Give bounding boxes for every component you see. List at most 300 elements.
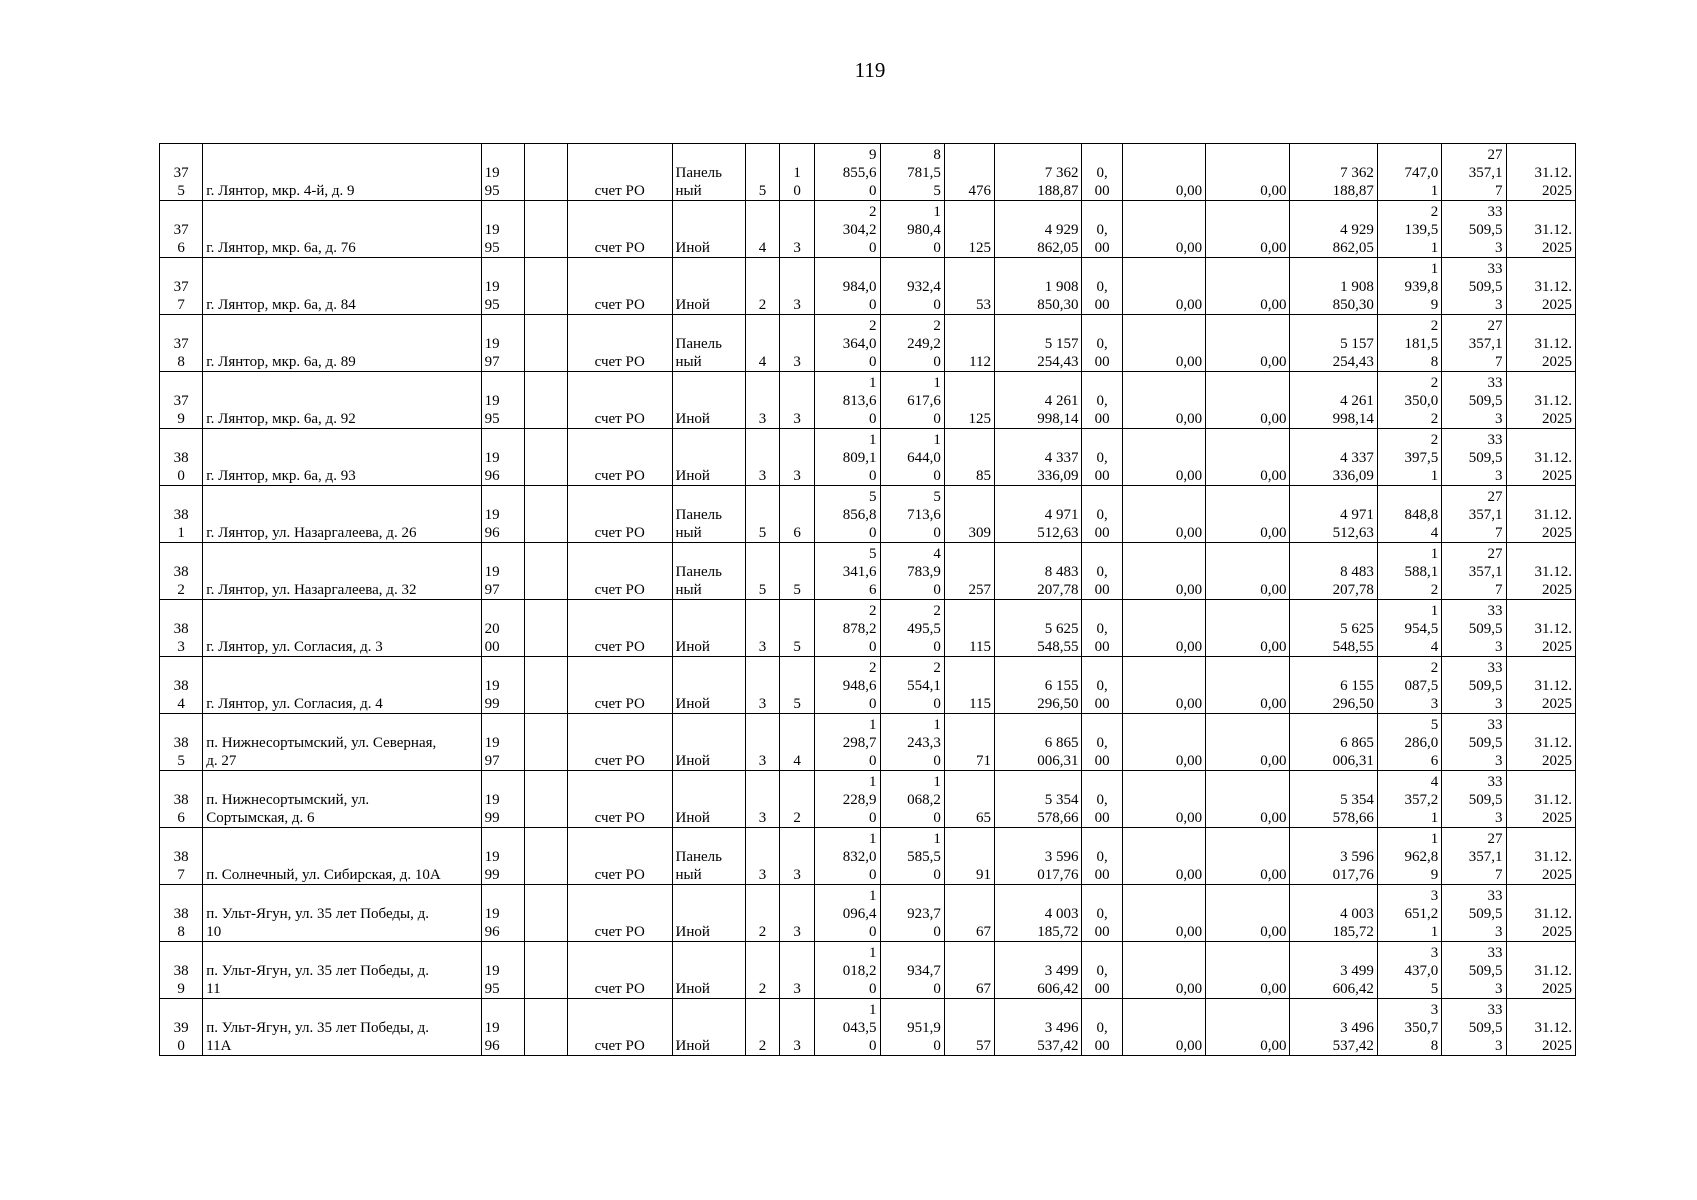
wall-material-cell: [672, 543, 745, 600]
local-funds-cell: [1206, 828, 1290, 885]
cell-text: 2: [758, 1038, 767, 1054]
floors-cell: [745, 144, 779, 201]
unit-cost-cell: [1377, 429, 1441, 486]
last-repair-year-cell: [524, 543, 567, 600]
cell-text: 3: [758, 867, 767, 883]
cell-text: 1 954,5 4: [1404, 603, 1439, 655]
residents-cell: [944, 486, 994, 543]
cell-text: 1 096,4 0: [842, 888, 877, 940]
entrances-cell: [780, 885, 815, 942]
unit-cost-cell: [1377, 657, 1441, 714]
cell-text: 0,00: [1175, 753, 1203, 769]
max-unit-cost-cell: [1442, 999, 1506, 1056]
unit-cost-cell: [1377, 258, 1441, 315]
regional-funds-cell: [1122, 771, 1205, 828]
residential-area-cell: [880, 942, 944, 999]
unit-cost-cell: [1377, 942, 1441, 999]
address-cell: [203, 315, 481, 372]
entrances-cell: [780, 828, 815, 885]
local-funds-cell: [1206, 885, 1290, 942]
cell-text: 5: [758, 525, 767, 541]
regional-funds-cell: [1122, 201, 1205, 258]
owner-funds-cell: [1290, 714, 1377, 771]
page-number: 119: [854, 58, 886, 82]
row-number-cell: [160, 315, 203, 372]
total-area-cell: [815, 885, 880, 942]
total-cost-cell: [995, 714, 1082, 771]
cell-text: 33 509,5 3: [1468, 945, 1503, 997]
local-funds-cell: [1206, 543, 1290, 600]
cell-text: 1 068,2 0: [907, 774, 941, 826]
cell-text: 0, 00: [1094, 336, 1110, 370]
cell-text: 1 809,1 0: [842, 432, 877, 484]
cell-text: 1 298,7 0: [842, 717, 877, 769]
cell-text: 19 96: [484, 507, 500, 541]
cell-text: 5: [793, 582, 801, 598]
completion-date-cell: [1506, 258, 1575, 315]
cell-text: 1 585,5 0: [907, 831, 941, 883]
cell-text: 3: [758, 468, 767, 484]
cell-text: 309: [968, 525, 992, 541]
max-unit-cost-cell: [1442, 315, 1506, 372]
floors-cell: [745, 771, 779, 828]
cell-text: 0,00: [1260, 240, 1287, 256]
cell-text: 0,00: [1175, 867, 1203, 883]
last-repair-year-cell: [524, 885, 567, 942]
residential-area-cell: [880, 144, 944, 201]
cell-text: 932,4 0: [907, 279, 941, 313]
address-cell: [203, 600, 481, 657]
cell-text: 3 437,0 5: [1404, 945, 1439, 997]
cell-text: 0, 00: [1094, 678, 1110, 712]
cell-text: 984,0 0: [842, 279, 877, 313]
cell-text: 19 97: [484, 564, 500, 598]
cell-text: 1 644,0 0: [907, 432, 941, 484]
cell-text: 0,00: [1260, 981, 1287, 997]
cell-text: 2 495,5 0: [907, 603, 941, 655]
cell-text: счет РО: [594, 753, 645, 769]
table-row: [160, 315, 1576, 372]
cell-text: 5 157 254,43: [1332, 336, 1374, 370]
row-number-cell: [160, 714, 203, 771]
cell-text: 19 95: [484, 393, 500, 427]
federal-funds-cell: [1082, 201, 1122, 258]
residential-area-cell: [880, 543, 944, 600]
cell-text: 5 625 548,55: [1037, 621, 1079, 655]
regional-funds-cell: [1122, 885, 1205, 942]
cell-text: 5 286,0 6: [1404, 717, 1439, 769]
floors-cell: [745, 372, 779, 429]
cell-text: 0,00: [1260, 867, 1287, 883]
cell-text: п. Солнечный, ул. Сибирская, д. 10А: [206, 867, 441, 883]
wall-material-cell: [672, 486, 745, 543]
cell-text: 53: [976, 297, 992, 313]
cell-text: 6 155 296,50: [1332, 678, 1374, 712]
residential-area-cell: [880, 486, 944, 543]
federal-funds-cell: [1082, 942, 1122, 999]
address-cell: [203, 657, 481, 714]
cell-text: 19 95: [484, 222, 500, 256]
max-unit-cost-cell: [1442, 258, 1506, 315]
table-row: [160, 885, 1576, 942]
cell-text: 8 483 207,78: [1332, 564, 1374, 598]
cell-text: п. Ульт-Ягун, ул. 35 лет Победы, д. 11: [206, 963, 429, 997]
cell-text: 27 357,1 7: [1468, 147, 1503, 199]
regional-funds-cell: [1122, 543, 1205, 600]
cell-text: п. Нижнесортымский, ул. Северная, д. 27: [206, 735, 437, 769]
total-cost-cell: [995, 543, 1082, 600]
entrances-cell: [780, 600, 815, 657]
row-number-cell: [160, 828, 203, 885]
total-cost-cell: [995, 201, 1082, 258]
cell-text: 31.12. 2025: [1534, 678, 1572, 712]
residents-cell: [944, 771, 994, 828]
cell-text: 67: [976, 924, 992, 940]
cell-text: 38 6: [173, 792, 189, 826]
entrances-cell: [780, 657, 815, 714]
cell-text: 2: [758, 297, 767, 313]
cell-text: 476: [968, 183, 992, 199]
commissioning-year-cell: [481, 315, 524, 372]
cell-text: Иной: [675, 924, 710, 940]
federal-funds-cell: [1082, 885, 1122, 942]
residential-area-cell: [880, 429, 944, 486]
commissioning-year-cell: [481, 999, 524, 1056]
cell-text: 38 8: [173, 906, 189, 940]
cell-text: Иной: [675, 696, 710, 712]
max-unit-cost-cell: [1442, 144, 1506, 201]
max-unit-cost-cell: [1442, 429, 1506, 486]
floors-cell: [745, 714, 779, 771]
cell-text: 5 856,8 0: [842, 489, 877, 541]
cell-text: 0,00: [1175, 582, 1203, 598]
cell-text: 4 337 336,09: [1332, 450, 1374, 484]
last-repair-year-cell: [524, 600, 567, 657]
cell-text: Иной: [675, 411, 710, 427]
completion-date-cell: [1506, 144, 1575, 201]
cell-text: 1 908 850,30: [1037, 279, 1079, 313]
row-number-cell: [160, 429, 203, 486]
last-repair-year-cell: [524, 201, 567, 258]
completion-date-cell: [1506, 543, 1575, 600]
cell-text: 923,7 0: [907, 906, 941, 940]
cell-text: 2: [758, 924, 767, 940]
last-repair-year-cell: [524, 999, 567, 1056]
max-unit-cost-cell: [1442, 714, 1506, 771]
cell-text: 38 9: [173, 963, 189, 997]
cell-text: 0,00: [1260, 297, 1287, 313]
row-number-cell: [160, 999, 203, 1056]
regional-funds-cell: [1122, 714, 1205, 771]
federal-funds-cell: [1082, 657, 1122, 714]
cell-text: п. Ульт-Ягун, ул. 35 лет Победы, д. 10: [206, 906, 429, 940]
cell-text: 19 97: [484, 735, 500, 769]
cell-text: 0,00: [1260, 468, 1287, 484]
owner-funds-cell: [1290, 315, 1377, 372]
cell-text: 3: [793, 297, 801, 313]
cell-text: 0, 00: [1094, 1020, 1110, 1054]
cell-text: 20 00: [484, 621, 500, 655]
cell-text: Панель ный: [675, 849, 723, 883]
cell-text: 19 99: [484, 792, 500, 826]
wall-material-cell: [672, 600, 745, 657]
completion-date-cell: [1506, 201, 1575, 258]
cell-text: г. Лянтор, ул. Согласия, д. 4: [206, 696, 383, 712]
cell-text: 0, 00: [1094, 963, 1110, 997]
completion-date-cell: [1506, 372, 1575, 429]
unit-cost-cell: [1377, 885, 1441, 942]
cell-text: 0, 00: [1094, 735, 1110, 769]
regional-funds-cell: [1122, 486, 1205, 543]
row-number-cell: [160, 657, 203, 714]
cell-text: 6 865 006,31: [1037, 735, 1079, 769]
cell-text: счет РО: [594, 297, 645, 313]
total-cost-cell: [995, 657, 1082, 714]
cell-text: 3: [793, 1038, 801, 1054]
local-funds-cell: [1206, 315, 1290, 372]
entrances-cell: [780, 315, 815, 372]
last-repair-year-cell: [524, 144, 567, 201]
cell-text: 6: [793, 525, 801, 541]
cell-text: 2 554,1 0: [907, 660, 941, 712]
cell-text: 33 509,5 3: [1468, 375, 1503, 427]
commissioning-year-cell: [481, 486, 524, 543]
address-cell: [203, 771, 481, 828]
table-row: [160, 543, 1576, 600]
cell-text: Иной: [675, 639, 710, 655]
row-number-cell: [160, 885, 203, 942]
local-funds-cell: [1206, 942, 1290, 999]
wall-material-cell: [672, 201, 745, 258]
cell-text: 4: [758, 240, 767, 256]
cell-text: 33 509,5 3: [1468, 717, 1503, 769]
address-cell: [203, 942, 481, 999]
last-repair-year-cell: [524, 828, 567, 885]
federal-funds-cell: [1082, 486, 1122, 543]
cell-text: 3: [758, 753, 767, 769]
cell-text: 31.12. 2025: [1534, 165, 1572, 199]
cell-text: счет РО: [594, 525, 645, 541]
cell-text: 31.12. 2025: [1534, 906, 1572, 940]
cell-text: 5: [758, 582, 767, 598]
federal-funds-cell: [1082, 372, 1122, 429]
floors-cell: [745, 486, 779, 543]
cell-text: г. Лянтор, мкр. 4-й, д. 9: [206, 183, 355, 199]
cell-text: 0,00: [1260, 582, 1287, 598]
residents-cell: [944, 315, 994, 372]
commissioning-year-cell: [481, 201, 524, 258]
cell-text: 37 6: [173, 222, 189, 256]
cell-text: счет РО: [594, 582, 645, 598]
cell-text: 0,00: [1175, 639, 1203, 655]
wall-material-cell: [672, 258, 745, 315]
cell-text: 1 908 850,30: [1332, 279, 1374, 313]
cell-text: 0,00: [1175, 1038, 1203, 1054]
cell-text: 4 357,2 1: [1404, 774, 1439, 826]
owner-funds-cell: [1290, 942, 1377, 999]
cell-text: 8 781,5 5: [907, 147, 941, 199]
unit-cost-cell: [1377, 999, 1441, 1056]
cell-text: 1 832,0 0: [842, 831, 877, 883]
cell-text: 3: [758, 696, 767, 712]
address-cell: [203, 828, 481, 885]
floors-cell: [745, 828, 779, 885]
table-row: [160, 144, 1576, 201]
cell-text: 5 713,6 0: [907, 489, 941, 541]
local-funds-cell: [1206, 429, 1290, 486]
fund-method-cell: [567, 543, 672, 600]
cell-text: 5 625 548,55: [1332, 621, 1374, 655]
cell-text: 19 96: [484, 906, 500, 940]
fund-method-cell: [567, 942, 672, 999]
cell-text: 0, 00: [1094, 849, 1110, 883]
address-cell: [203, 885, 481, 942]
owner-funds-cell: [1290, 429, 1377, 486]
cell-text: 1 0: [793, 165, 801, 199]
floors-cell: [745, 600, 779, 657]
cell-text: 2 139,5 1: [1404, 204, 1439, 256]
residents-cell: [944, 657, 994, 714]
entrances-cell: [780, 942, 815, 999]
cell-text: 33 509,5 3: [1468, 1002, 1503, 1054]
wall-material-cell: [672, 144, 745, 201]
federal-funds-cell: [1082, 828, 1122, 885]
wall-material-cell: [672, 942, 745, 999]
federal-funds-cell: [1082, 999, 1122, 1056]
entrances-cell: [780, 372, 815, 429]
cell-text: г. Лянтор, мкр. 6а, д. 89: [206, 354, 356, 370]
cell-text: 0, 00: [1094, 792, 1110, 826]
fund-method-cell: [567, 714, 672, 771]
total-cost-cell: [995, 144, 1082, 201]
total-area-cell: [815, 600, 880, 657]
table-row: [160, 258, 1576, 315]
total-cost-cell: [995, 486, 1082, 543]
entrances-cell: [780, 999, 815, 1056]
cell-text: 31.12. 2025: [1534, 336, 1572, 370]
total-area-cell: [815, 543, 880, 600]
completion-date-cell: [1506, 600, 1575, 657]
table-row: [160, 942, 1576, 999]
last-repair-year-cell: [524, 315, 567, 372]
cell-text: 5 354 578,66: [1332, 792, 1374, 826]
cell-text: 115: [969, 639, 992, 655]
table-row: [160, 999, 1576, 1056]
cell-text: Панель ный: [675, 564, 723, 598]
cell-text: 2 397,5 1: [1404, 432, 1439, 484]
commissioning-year-cell: [481, 771, 524, 828]
cell-text: 1 043,5 0: [842, 1002, 877, 1054]
total-area-cell: [815, 714, 880, 771]
cell-text: 3: [793, 354, 801, 370]
residents-cell: [944, 885, 994, 942]
cell-text: 5 341,6 6: [842, 546, 877, 598]
wall-material-cell: [672, 771, 745, 828]
total-cost-cell: [995, 258, 1082, 315]
federal-funds-cell: [1082, 258, 1122, 315]
regional-funds-cell: [1122, 942, 1205, 999]
cell-text: 2 364,0 0: [842, 318, 877, 370]
cell-text: 5 157 254,43: [1037, 336, 1079, 370]
regional-funds-cell: [1122, 429, 1205, 486]
cell-text: 3: [758, 639, 767, 655]
residents-cell: [944, 372, 994, 429]
residents-cell: [944, 543, 994, 600]
floors-cell: [745, 999, 779, 1056]
fund-method-cell: [567, 486, 672, 543]
entrances-cell: [780, 258, 815, 315]
cell-text: г. Лянтор, мкр. 6а, д. 92: [206, 411, 356, 427]
cell-text: 38 2: [173, 564, 189, 598]
wall-material-cell: [672, 885, 745, 942]
cell-text: 71: [976, 753, 992, 769]
cell-text: 112: [969, 354, 992, 370]
row-number-cell: [160, 942, 203, 999]
cell-text: 38 5: [173, 735, 189, 769]
wall-material-cell: [672, 714, 745, 771]
cell-text: 19 95: [484, 279, 500, 313]
local-funds-cell: [1206, 999, 1290, 1056]
cell-text: 3 350,7 8: [1404, 1002, 1439, 1054]
cell-text: 85: [976, 468, 992, 484]
max-unit-cost-cell: [1442, 372, 1506, 429]
fund-method-cell: [567, 144, 672, 201]
cell-text: счет РО: [594, 981, 645, 997]
commissioning-year-cell: [481, 600, 524, 657]
table-row: [160, 714, 1576, 771]
local-funds-cell: [1206, 771, 1290, 828]
cell-text: 33 509,5 3: [1468, 204, 1503, 256]
cell-text: счет РО: [594, 810, 645, 826]
cell-text: 39 0: [173, 1020, 189, 1054]
total-cost-cell: [995, 828, 1082, 885]
cell-text: 747,0 1: [1404, 165, 1439, 199]
cell-text: 0, 00: [1094, 564, 1110, 598]
cell-text: 8 483 207,78: [1037, 564, 1079, 598]
cell-text: 0,00: [1175, 183, 1203, 199]
cell-text: 0,00: [1260, 753, 1287, 769]
cell-text: 0,00: [1175, 240, 1203, 256]
cell-text: 33 509,5 3: [1468, 603, 1503, 655]
cell-text: 951,9 0: [907, 1020, 941, 1054]
owner-funds-cell: [1290, 258, 1377, 315]
cell-text: 0, 00: [1094, 507, 1110, 541]
completion-date-cell: [1506, 657, 1575, 714]
cell-text: 3 496 537,42: [1037, 1020, 1079, 1054]
total-area-cell: [815, 771, 880, 828]
total-area-cell: [815, 657, 880, 714]
total-cost-cell: [995, 942, 1082, 999]
table-row: [160, 429, 1576, 486]
cell-text: 33 509,5 3: [1468, 660, 1503, 712]
row-number-cell: [160, 486, 203, 543]
residents-cell: [944, 429, 994, 486]
floors-cell: [745, 543, 779, 600]
fund-method-cell: [567, 885, 672, 942]
fund-method-cell: [567, 315, 672, 372]
cell-text: 4 929 862,05: [1332, 222, 1374, 256]
residential-area-cell: [880, 999, 944, 1056]
entrances-cell: [780, 144, 815, 201]
total-cost-cell: [995, 771, 1082, 828]
cell-text: 125: [968, 411, 992, 427]
cell-text: 67: [976, 981, 992, 997]
regional-funds-cell: [1122, 144, 1205, 201]
cell-text: 0,00: [1260, 183, 1287, 199]
cell-text: 1 939,8 9: [1404, 261, 1439, 313]
residential-area-cell: [880, 372, 944, 429]
cell-text: 125: [968, 240, 992, 256]
